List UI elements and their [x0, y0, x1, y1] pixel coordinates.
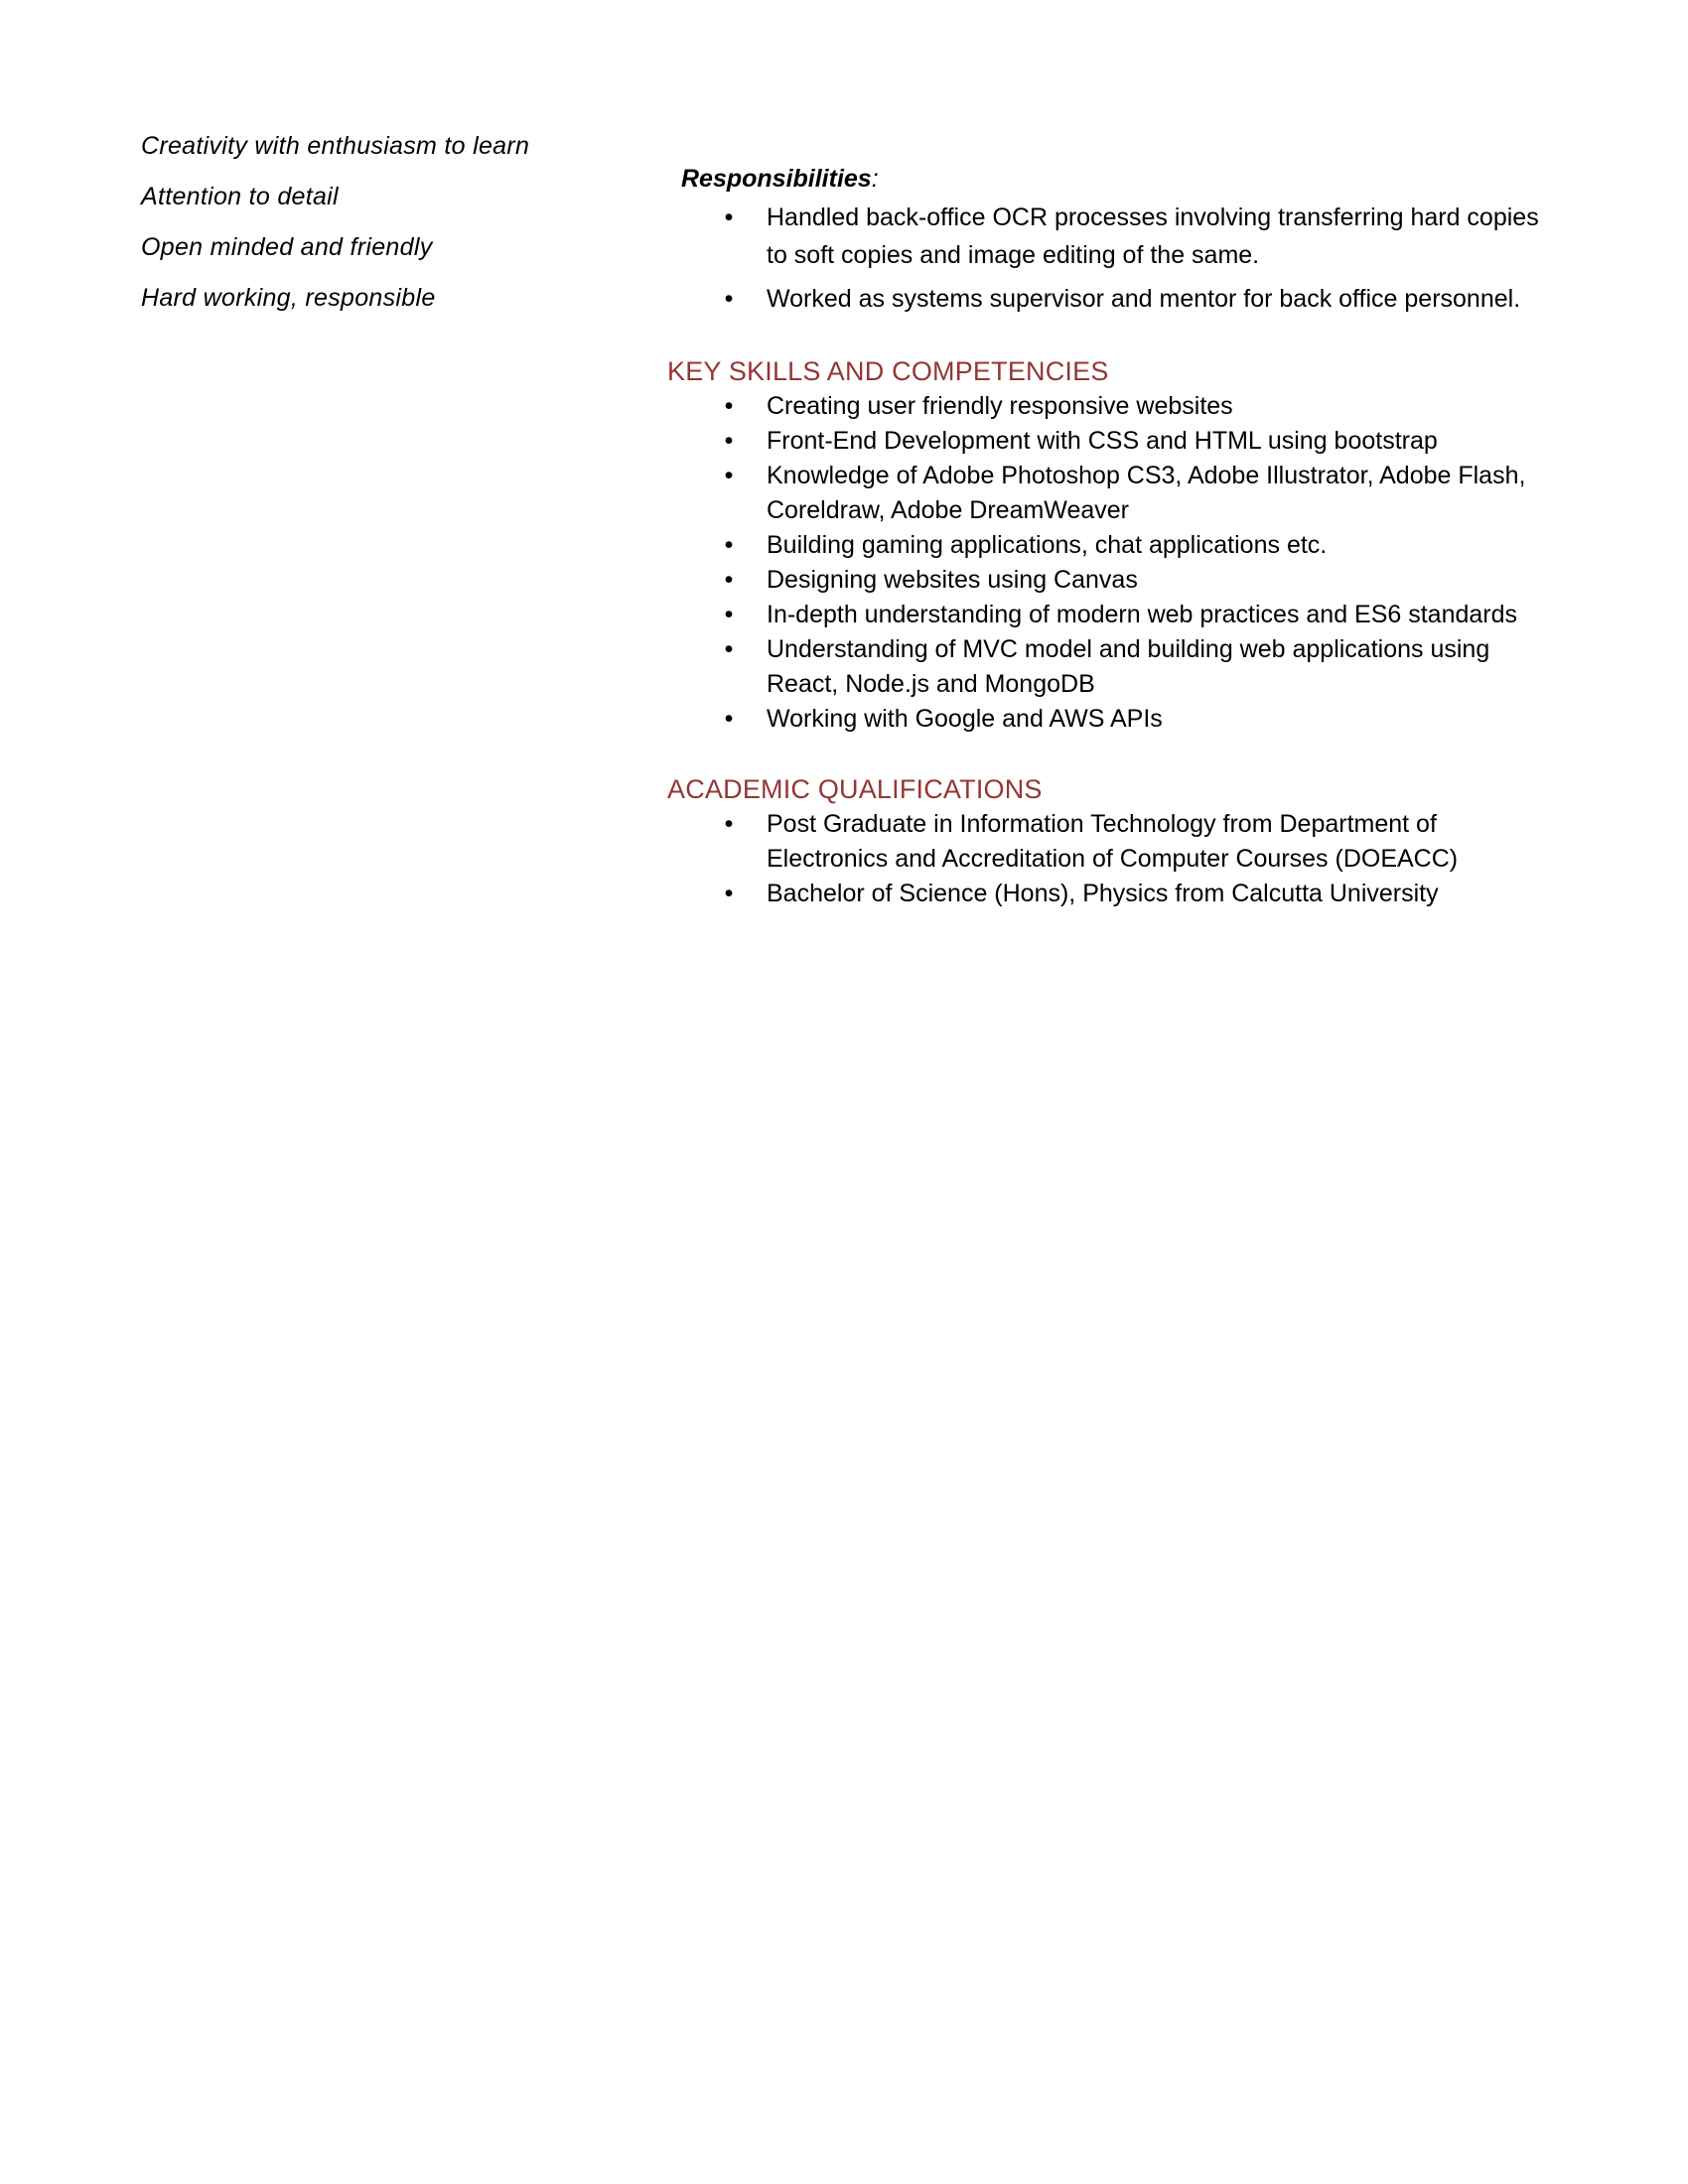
list-item: [667, 280, 1561, 318]
trait-item: Hard working, responsible: [141, 284, 436, 312]
responsibilities-list: [667, 199, 1561, 318]
responsibilities-heading: [681, 159, 1561, 199]
list-item: [667, 528, 1561, 563]
list-item: [667, 424, 1561, 459]
list-item: [667, 459, 1561, 528]
list-item: [667, 563, 1561, 598]
bullet-icon: •: [724, 285, 734, 313]
bullet-icon: •: [724, 531, 734, 559]
list-item-line: Worked as systems supervisor and mentor for back office personnel.: [767, 285, 1521, 313]
list-item-line: Creating user friendly responsive websites: [767, 392, 1233, 420]
responsibilities-label: Responsibilities: [681, 165, 872, 193]
list-item-line: In-depth understanding of modern web practices and ES6 standards: [767, 601, 1518, 628]
list-item: [667, 877, 1561, 911]
academics-list: [667, 807, 1561, 911]
list-item-line: Bachelor of Science (Hons), Physics from Calcutta University: [767, 880, 1439, 907]
list-item: [667, 632, 1561, 702]
list-item: [667, 598, 1561, 632]
list-item: [667, 199, 1561, 274]
bullet-icon: •: [724, 810, 734, 838]
bullet-icon: •: [724, 601, 734, 628]
bullet-icon: •: [724, 427, 734, 455]
bullet-icon: •: [724, 204, 734, 231]
list-item-line: Understanding of MVC model and building web applications using: [767, 635, 1490, 663]
list-item-line: Building gaming applications, chat applications etc.: [767, 531, 1328, 559]
list-item-line: Post Graduate in Information Technology from Department of: [767, 810, 1437, 838]
academics-section-title: ACADEMIC QUALIFICATIONS: [667, 774, 1043, 804]
list-item-line: to soft copies and image editing of the same.: [767, 241, 1260, 269]
list-item-line: React, Node.js and MongoDB: [767, 670, 1095, 698]
list-item-line: Working with Google and AWS APIs: [767, 705, 1163, 733]
bullet-icon: •: [724, 635, 734, 663]
skills-section-title: KEY SKILLS AND COMPETENCIES: [667, 356, 1109, 386]
list-item: [667, 389, 1561, 424]
list-item-line: Electronics and Accreditation of Computer Courses (DOEACC): [767, 845, 1459, 873]
trait-item: Open minded and friendly: [141, 233, 433, 261]
list-item: [667, 807, 1561, 877]
list-item-line: Knowledge of Adobe Photoshop CS3, Adobe Illustrator, Adobe Flash,: [767, 462, 1526, 489]
list-item-line: Front-End Development with CSS and HTML using bootstrap: [767, 427, 1438, 455]
bullet-icon: •: [724, 880, 734, 907]
responsibilities-colon: :: [871, 165, 879, 193]
list-item: [667, 702, 1561, 737]
list-item-line: Designing websites using Canvas: [767, 566, 1138, 594]
main-content-column: [667, 159, 1561, 911]
skills-list: [667, 389, 1561, 737]
bullet-icon: •: [724, 392, 734, 420]
bullet-icon: •: [724, 462, 734, 489]
personal-traits-column: [141, 121, 598, 324]
list-item-line: Coreldraw, Adobe DreamWeaver: [767, 496, 1129, 524]
trait-item: Creativity with enthusiasm to learn: [141, 132, 530, 160]
trait-item: Attention to detail: [141, 183, 339, 210]
bullet-icon: •: [724, 566, 734, 594]
bullet-icon: •: [724, 705, 734, 733]
list-item-line: Handled back-office OCR processes involving transferring hard copies: [767, 204, 1539, 231]
